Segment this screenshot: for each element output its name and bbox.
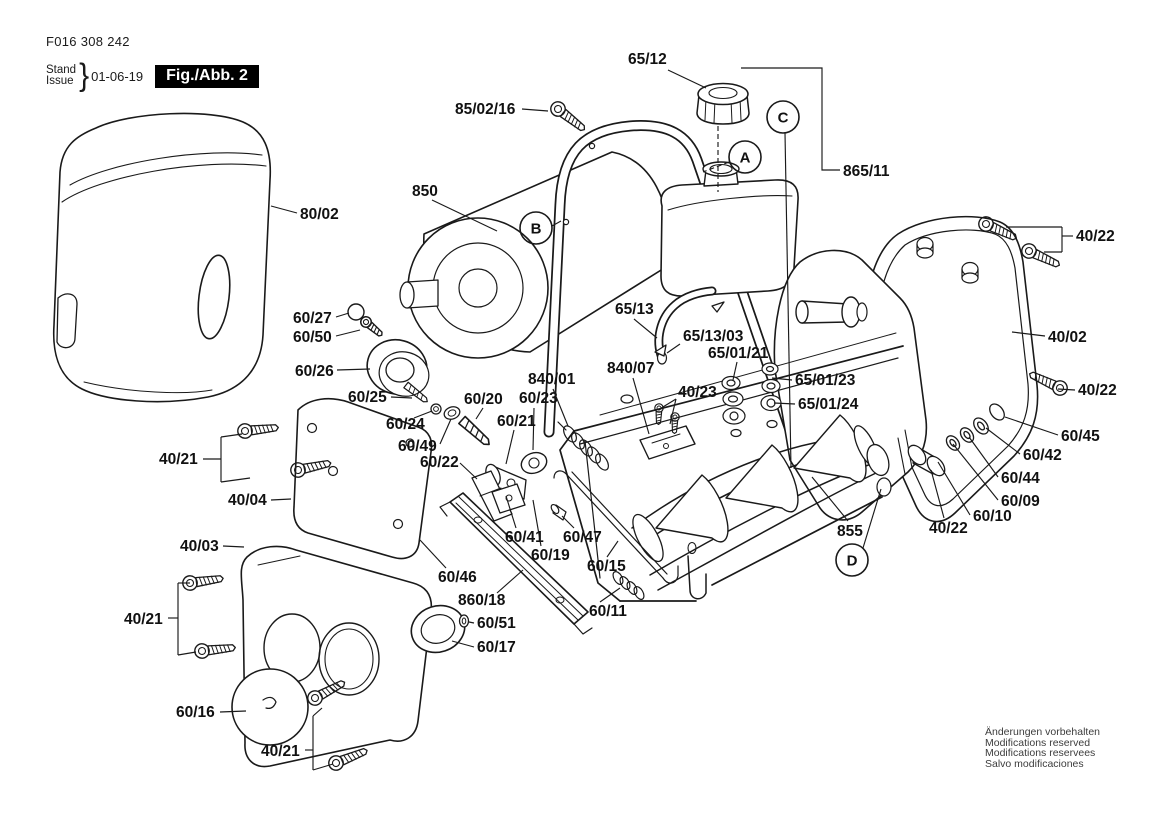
- part-callout-60-41: 60/41: [505, 529, 544, 546]
- brace-glyph: }: [79, 58, 90, 93]
- leader-line: [336, 330, 360, 336]
- part-callout-60-09: 60/09: [1001, 493, 1040, 510]
- part-callout-60-26: 60/26: [295, 363, 334, 380]
- reference-letter-B: B: [530, 220, 542, 238]
- leader-line: [337, 369, 370, 370]
- part-callout-60-42: 60/42: [1023, 447, 1062, 464]
- part-callout-60-51: 60/51: [477, 615, 516, 632]
- part-callout-60-45: 60/45: [1061, 428, 1100, 445]
- part-callout-60-44: 60/44: [1001, 470, 1040, 487]
- part-callout-40-02: 40/02: [1048, 329, 1087, 346]
- part-callout-60-15: 60/15: [587, 558, 626, 575]
- part-callout-60-46: 60/46: [438, 569, 477, 586]
- part-callout-60-24: 60/24: [386, 416, 425, 433]
- ring-60-24-shape: [431, 404, 441, 414]
- leader-line: [336, 313, 349, 317]
- reference-letter-D: D: [846, 552, 858, 570]
- part-callout-60-20: 60/20: [464, 391, 503, 408]
- part-callout-860-18: 860/18: [458, 592, 506, 609]
- leader-line: [668, 70, 706, 88]
- clip-ring-shape: [460, 615, 469, 627]
- leader-line: [633, 378, 649, 434]
- leader-line: [221, 478, 250, 482]
- part-callout-85-02-16: 85/02/16: [455, 101, 516, 118]
- leader-line: [497, 570, 523, 593]
- leader-line: [741, 68, 840, 170]
- part-callout-40-04: 40/04: [228, 492, 267, 509]
- part-callout-65-13-03: 65/13/03: [683, 328, 744, 345]
- part-callout-60-16: 60/16: [176, 704, 215, 721]
- part-callout-60-47: 60/47: [563, 529, 602, 546]
- reference-letter-A: A: [739, 149, 751, 167]
- part-callout-60-50: 60/50: [293, 329, 332, 346]
- leader-line: [506, 430, 514, 464]
- part-callout-840-01: 840/01: [528, 371, 576, 388]
- spring-840-01-shape: [558, 422, 611, 472]
- leader-line: [420, 540, 446, 568]
- leader-line: [562, 516, 574, 528]
- leader-line: [607, 541, 618, 557]
- part-callout-60-22: 60/22: [420, 454, 459, 471]
- part-callout-40-21-c: 40/21: [261, 743, 300, 760]
- housing-cover-shape: [54, 113, 271, 401]
- nut-60-23-shape: [518, 449, 549, 477]
- leader-line: [476, 408, 483, 419]
- legal-note-line: Änderungen vorbehalten: [985, 726, 1101, 738]
- leader-line: [460, 463, 477, 479]
- part-callout-65-01-24: 65/01/24: [798, 396, 859, 413]
- motor-drum-shape: [400, 152, 674, 358]
- leader-line: [634, 319, 657, 338]
- part-callout-40-22-a: 40/22: [1076, 228, 1115, 245]
- part-callout-855: 855: [837, 523, 863, 540]
- part-callout-40-22-b: 40/22: [1078, 382, 1117, 399]
- part-callout-60-23: 60/23: [519, 390, 558, 407]
- part-callout-40-21-a: 40/21: [159, 451, 198, 468]
- leader-line: [1058, 389, 1075, 390]
- part-callout-65-13: 65/13: [615, 301, 654, 318]
- tank-cap-shape: [697, 84, 749, 125]
- part-callout-60-27: 60/27: [293, 310, 332, 327]
- issue-date: 01-06-19: [91, 68, 144, 84]
- leader-line: [271, 499, 291, 500]
- part-callout-40-21-b: 40/21: [124, 611, 163, 628]
- legal-note-line: Salvo modificaciones: [985, 757, 1084, 770]
- part-callout-60-21: 60/21: [497, 413, 536, 430]
- part-callout-65-01-23: 65/01/23: [795, 372, 856, 389]
- legal-note-line: Modifications reservees: [985, 747, 1096, 760]
- part-callout-40-03: 40/03: [180, 538, 219, 555]
- legal-notes: [985, 727, 1100, 769]
- part-callout-80-02: 80/02: [300, 206, 339, 223]
- part-callout-60-10: 60/10: [973, 508, 1012, 525]
- part-callout-865-11: 865/11: [843, 163, 890, 180]
- part-callout-40-23: 40/23: [678, 384, 717, 401]
- leader-line: [178, 652, 196, 655]
- leader-line: [271, 206, 297, 213]
- leader-line: [522, 109, 548, 111]
- reference-letter-C: C: [777, 109, 789, 127]
- legal-note-line: Modifications reserved: [985, 736, 1091, 749]
- leader-line: [391, 397, 412, 398]
- leader-line: [667, 344, 680, 353]
- leader-line: [469, 622, 474, 623]
- blanking-disc-shape: [232, 669, 308, 745]
- hose-clamp-2-shape: [712, 302, 724, 312]
- stand-issue-label: Stand Issue: [46, 63, 77, 87]
- part-callout-840-07: 840/07: [607, 360, 655, 377]
- figure-number-box: Fig./Abb. 2: [155, 65, 259, 88]
- leader-line: [223, 546, 244, 547]
- leader-line: [600, 588, 620, 602]
- fuel-tank-shape: [661, 162, 798, 296]
- part-callout-60-17: 60/17: [477, 639, 516, 656]
- leader-line: [440, 419, 451, 444]
- ball-knob-shape: [348, 304, 364, 320]
- washer-60-49-shape: [442, 405, 461, 422]
- part-callout-60-25: 60/25: [348, 389, 387, 406]
- part-callout-65-01-21: 65/01/21: [708, 345, 769, 362]
- part-callout-60-49: 60/49: [398, 438, 437, 455]
- part-callout-65-12: 65/12: [628, 51, 667, 68]
- part-callout-40-22-c: 40/22: [929, 520, 968, 537]
- part-callout-850: 850: [412, 183, 438, 200]
- part-callout-60-19: 60/19: [531, 547, 570, 564]
- document-number: F016 308 242: [46, 34, 130, 49]
- part-callout-60-11: 60/11: [589, 603, 627, 620]
